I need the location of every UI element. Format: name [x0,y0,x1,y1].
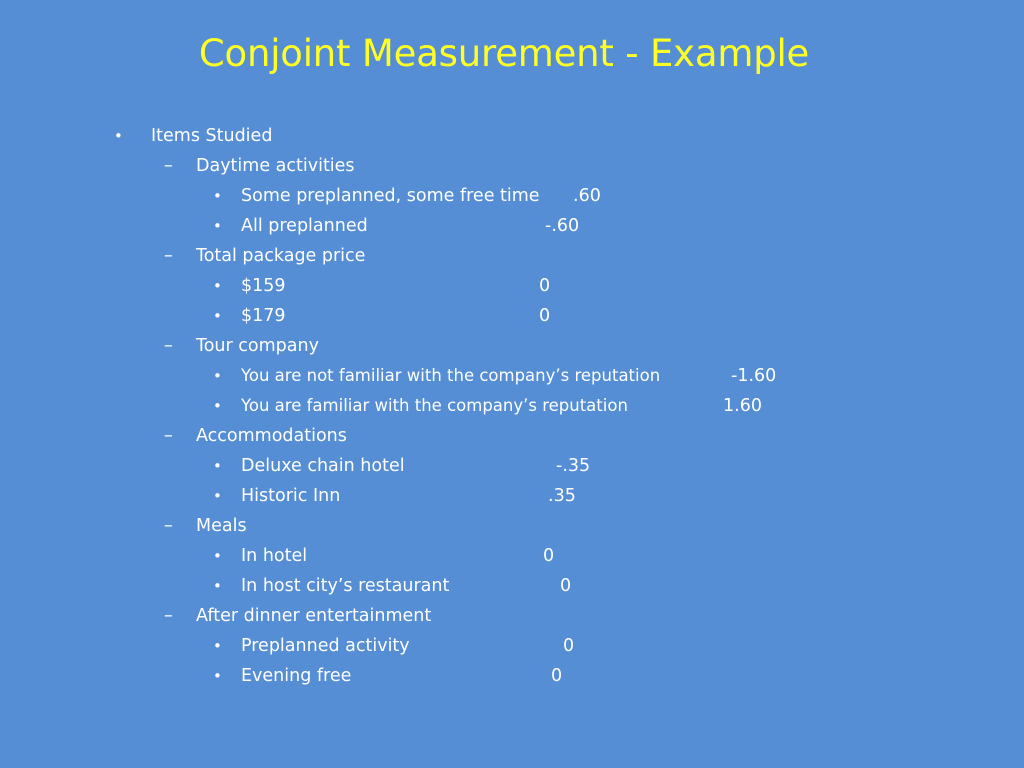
utility-value: 0 [563,636,575,656]
item-label: All preplanned [241,216,368,236]
dash-icon: – [164,516,173,536]
group-label: Accommodations [196,426,347,446]
utility-value: 1.60 [723,396,762,416]
item-label: In hotel [241,546,308,566]
utility-value: 0 [543,546,555,566]
item-label: You are familiar with the company’s reputation [241,396,628,415]
item-label: Preplanned activity [241,636,410,656]
group-label: Tour company [196,336,319,356]
item-label: $179 [241,306,286,326]
bullet-icon: • [213,307,222,325]
group-label: Meals [196,516,247,536]
item-label: Historic Inn [241,486,341,506]
utility-value: 0 [539,276,551,296]
bullet-icon: • [114,127,123,145]
bullet-icon: • [213,457,222,475]
utility-value: -1.60 [731,366,777,386]
utility-value: 0 [539,306,551,326]
list-item-label: Items Studied [151,126,273,146]
slide-title: Conjoint Measurement - Example [198,32,810,75]
utility-value: 0 [551,666,563,686]
bullet-icon: • [213,487,222,505]
item-label: You are not familiar with the company’s reputation [241,366,661,385]
item-label: Deluxe chain hotel [241,456,405,476]
bullet-icon: • [213,187,222,205]
dash-icon: – [164,606,173,626]
bullet-icon: • [213,217,222,235]
dash-icon: – [164,156,173,176]
bullet-icon: • [213,367,222,385]
utility-value: 0 [560,576,572,596]
dash-icon: – [164,336,173,356]
bullet-icon: • [213,397,222,415]
item-label: $159 [241,276,286,296]
group-label: Total package price [196,246,366,266]
dash-icon: – [164,426,173,446]
utility-value: -.35 [556,456,591,476]
bullet-icon: • [213,547,222,565]
group-label: Daytime activities [196,156,355,176]
utility-value: -.60 [545,216,580,236]
utility-value: .35 [548,486,576,506]
item-label: In host city’s restaurant [241,576,450,596]
item-label: Evening free [241,666,352,686]
item-label: Some preplanned, some free time [241,186,540,206]
bullet-icon: • [213,637,222,655]
bullet-icon: • [213,277,222,295]
bullet-icon: • [213,667,222,685]
bullet-icon: • [213,577,222,595]
utility-value: .60 [573,186,601,206]
dash-icon: – [164,246,173,266]
group-label: After dinner entertainment [196,606,432,626]
